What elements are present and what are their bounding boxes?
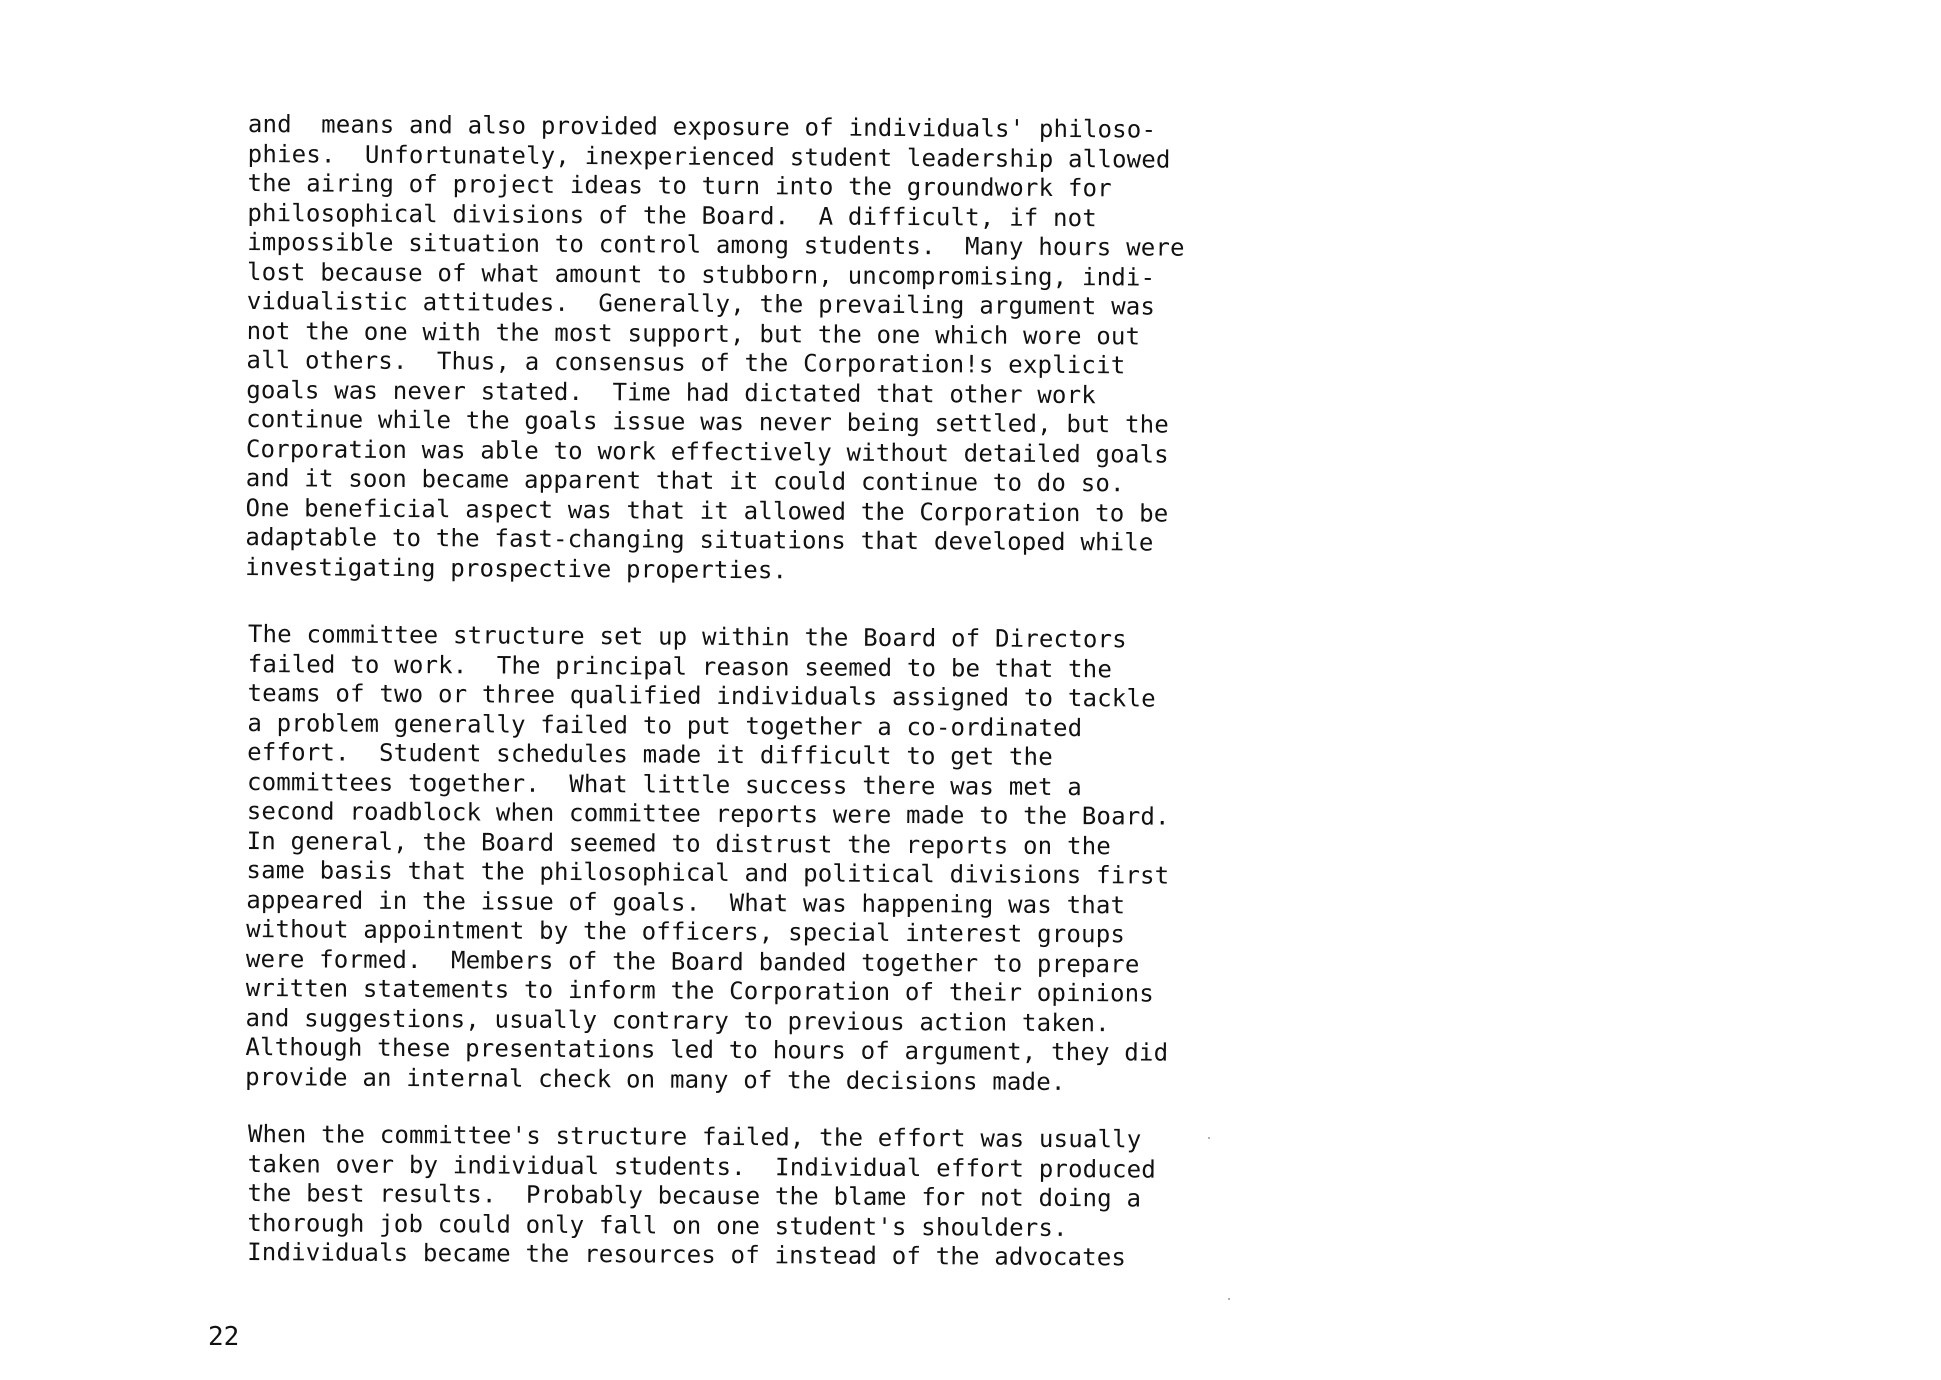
scan-speck: [1228, 1298, 1230, 1300]
paragraph-individual-effort: When the committee's structure failed, the effort was usually taken over by individual students. Individual effort produced the best results. Probably because the blame for not doing a thorough job could only fall on one student's shoulders. Individuals became the resources of instead of the advocates: [247, 1120, 1157, 1272]
scan-speck: [1208, 1137, 1210, 1139]
paragraph-committee-structure: The committee structure set up within the Board of Directors failed to work. The principal reason seemed to be that the teams of two or three qualified individuals assigned to tackle a problem generally failed to put together a co-ordinated effort. Student schedules made it difficult to get the committees together. What little success there was met a second roadblock when committee reports were made to the Board. In general, the Board seemed to distrust the reports on the same basis that the philosophical and political divisions first appeared in the issue of goals. What was happening was that without appointment by the officers, special interest groups were formed. Members of the Board banded together to prepare written statements to inform the Corporation of their opinions and suggestions, usually contrary to previous action taken. Although these presentations led to hours of argument, they did provide an internal check on many of the decisions made.: [245, 620, 1170, 1096]
page-number: 22: [208, 1322, 240, 1352]
paragraph-goals: and means and also provided exposure of individuals' philoso- phies. Unfortunately, inexperienced student leadership allowed the airing of project ideas to turn into the groundwork for philosophical divisions of the Board. A difficult, if not impossible situation to control among students. Many hours were lost because of what amount to stubborn, uncompromising, indi- vidualistic attitudes. Generally, the prevailing argument was not the one with the most support, but the one which wore out all others. Thus, a consensus of the Corporation!s explicit goals was never stated. Time had dictated that other work continue while the goals issue was never being settled, but the Corporation was able to work effectively without detailed goals and it soon became apparent that it could continue to do so. One beneficial aspect was that it allowed the Corporation to be adaptable to the fast-changing situations that developed while investigating prospective properties.: [245, 110, 1185, 584]
